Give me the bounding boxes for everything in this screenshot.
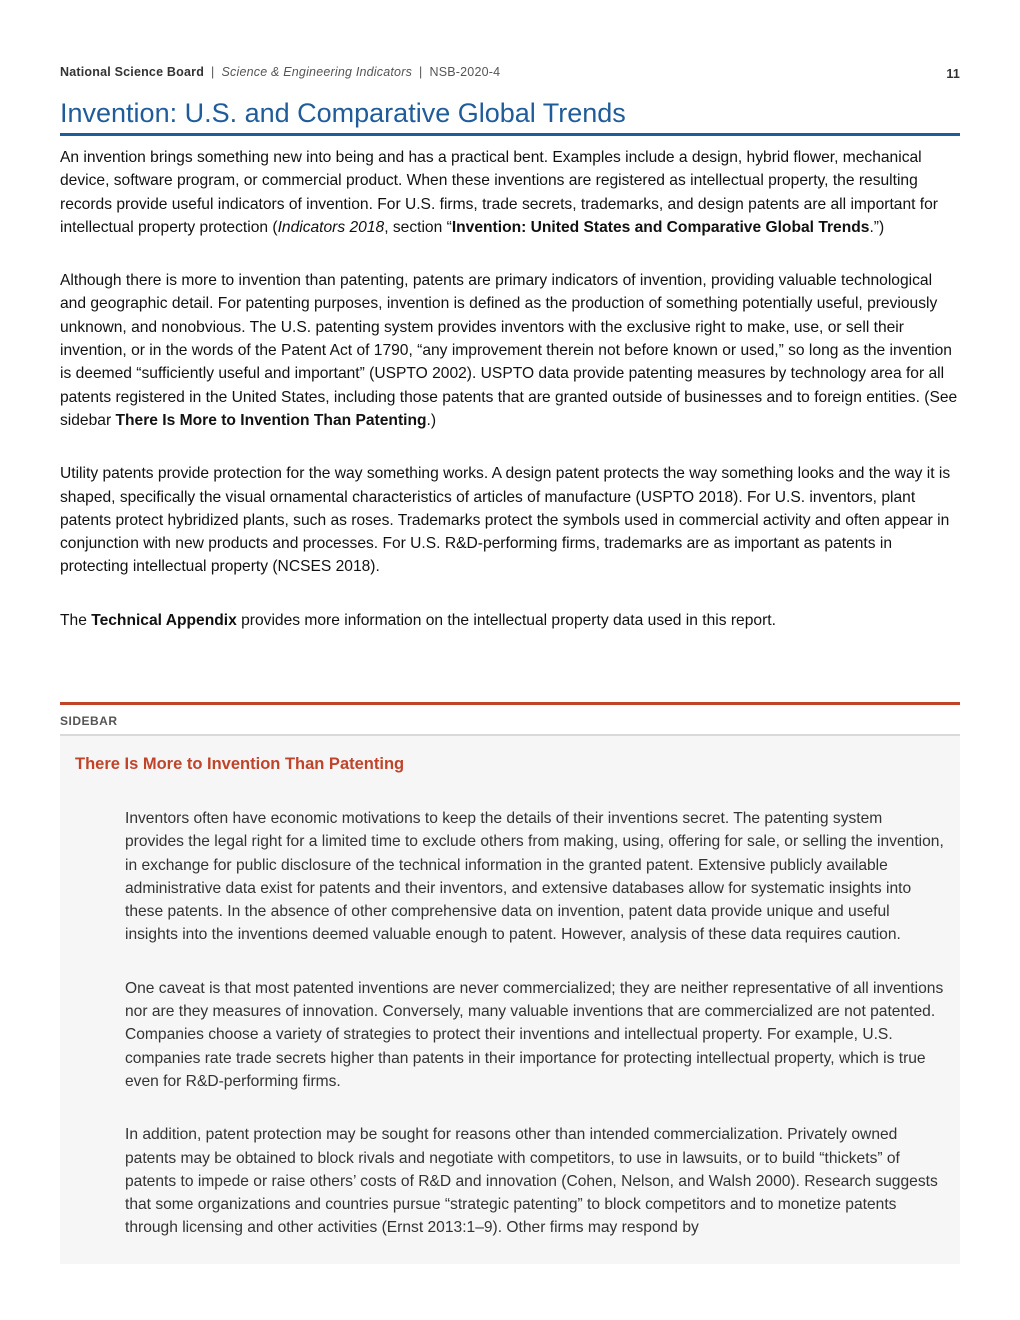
sidebar-paragraph: In addition, patent protection may be sought for reasons other than intended commercialization. Privately owned patents may be obtained to block rivals and negotiate with competitors, to use in lawsuits, or to build “thickets” of patents to impede or raise others’ costs of R&D and innovation (Cohen, Nelson, and Walsh 2000). Research suggests that some organizations and countries pursue “strategic patenting” to block competitors and to monetize patents through licensing and other activities (Ernst 2013:1–9). Other firms may respond by xyxy=(125,1126,938,1237)
header-separator: | xyxy=(211,65,215,79)
paragraph-1-text-b: , section “ xyxy=(384,218,452,236)
paragraph-2-text-b: .) xyxy=(426,411,437,429)
sidebar-label: SIDEBAR xyxy=(60,714,118,728)
sidebar-paragraph: Inventors often have economic motivations to keep the details of their inventions secret. The patenting system provides the legal right for a limited time to exclude others from making, using, offering for sale, or selling the invention, in exchange for public disclosure of the technical information in the granted patent. Extensive publicly available administrative data exist for patents and their inventors, and extensive databases allow for systematic insights into these patents. In the absence of other comprehensive data on invention, patent data provide unique and useful insights into the inventions deemed valuable enough to patent. However, analysis of these data requires caution. xyxy=(125,810,944,944)
paragraph-4-text-b: provides more information on the intellectual property data used in this report. xyxy=(236,611,776,629)
page-number: 11 xyxy=(946,67,960,81)
sidebar-reference-link[interactable]: There Is More to Invention Than Patenting xyxy=(115,411,427,429)
sidebar-top-rule xyxy=(60,702,960,705)
section-title: Invention: U.S. and Comparative Global Trends xyxy=(60,96,960,136)
running-header xyxy=(60,65,960,81)
sidebar-title: There Is More to Invention Than Patenting xyxy=(75,755,405,773)
paragraph-2-text-a: Although there is more to invention than patenting, patents are primary indicators of invention, providing valuable technological and geographic detail. For patenting purposes, invention is defined as the production of something potentially useful, previously unknown, and nonobvious. The U.S. patenting system provides inventors with the exclusive right to make, use, or sell their invention, or in the words of the Patent Act of 1790, “any improvement therein not before known or used,” so long as the invention is deemed “sufficiently useful and important” (USPTO 2002). USPTO data provide patenting measures by technology area for all patents registered in the United States, including those patents that are granted outside of businesses and to foreign entities. (See sidebar xyxy=(60,272,958,429)
header-publication: Science & Engineering Indicators xyxy=(221,65,413,79)
sidebar-box xyxy=(60,734,960,1264)
technical-appendix-link[interactable]: Technical Appendix xyxy=(91,611,237,629)
section-reference-link[interactable]: Invention: United States and Comparative Global Trends xyxy=(451,218,870,236)
header-org: National Science Board xyxy=(60,65,205,79)
indicators-citation: Indicators 2018 xyxy=(277,218,385,236)
sidebar-body xyxy=(125,807,945,1264)
header-separator: | xyxy=(419,65,423,79)
header-report-code: NSB-2020-4 xyxy=(429,65,501,79)
paragraph-4 xyxy=(60,609,960,632)
paragraph-1 xyxy=(60,146,960,239)
sidebar-paragraph: One caveat is that most patented inventions are never commercialized; they are neither representative of all inventions nor are they measures of innovation. Conversely, many valuable inventions that are commercialized are not patented. Companies choose a variety of strategies to protect their inventions and intellectual property. For example, U.S. companies rate trade secrets higher than patents in their importance for protecting intellectual property, which is true even for R&D-performing firms. xyxy=(125,979,944,1090)
paragraph-3: Utility patents provide protection for the way something works. A design patent protects the way something looks and the way it is shaped, specifically the visual ornamental characteristics of articles of manufacture (USPTO 2018). For U.S. inventors, plant patents protect hybridized plants, such as roses. Trademarks protect the symbols used in commercial activity and often appear in conjunction with new products and processes. For U.S. R&D-performing firms, trademarks are as important as patents in protecting intellectual property (NCSES 2018). xyxy=(60,465,951,576)
paragraph-2 xyxy=(60,269,960,432)
paragraph-1-text-c: .”) xyxy=(869,218,885,236)
paragraph-1-text-a: An invention brings something new into being and has a practical bent. Examples include a design, hybrid flower, mechanical device, software program, or commercial product. When these inventions are registered as intellectual property, the resulting records provide useful indicators of invention. For U.S. firms, trade secrets, trademarks, and design patents are all important for intellectual property protection ( xyxy=(60,149,938,236)
body-text xyxy=(60,146,960,632)
paragraph-4-text-a: The xyxy=(60,611,92,629)
